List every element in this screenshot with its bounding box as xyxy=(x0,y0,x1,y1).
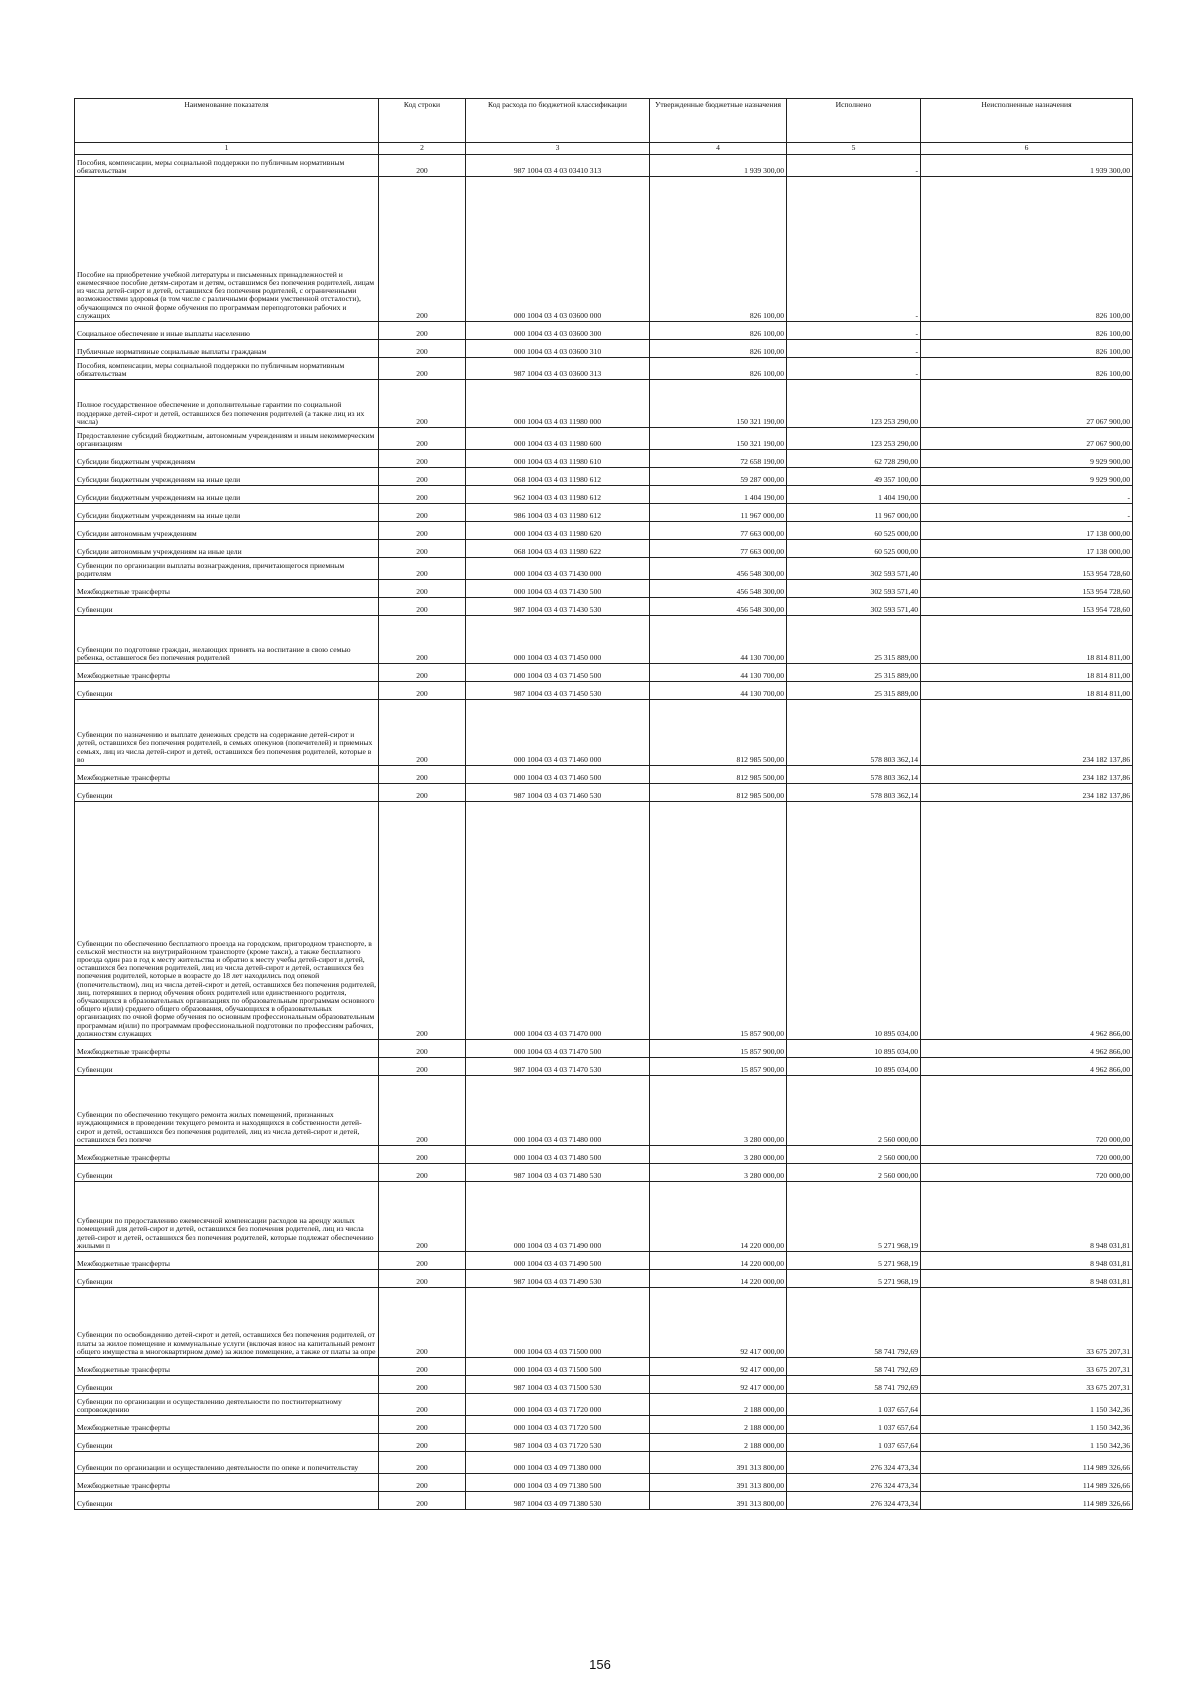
indicator-name-cell: Субвенции по подготовке граждан, желающих принять на воспитание в свою семью ребенка, оставшегося без попечения родителей xyxy=(75,616,379,664)
indicator-name-cell: Субсидии автономным учреждениям на иные цели xyxy=(75,540,379,558)
table-row xyxy=(75,766,1133,784)
indicator-name-cell: Субвенции xyxy=(75,1058,379,1076)
indicator-name-cell: Социальное обеспечение и иные выплаты населению xyxy=(75,322,379,340)
header-row xyxy=(75,99,1133,143)
row-code-cell: 200 xyxy=(379,322,466,340)
header-executed: Исполнено xyxy=(787,99,921,143)
executed-amount-cell: 276 324 473,34 xyxy=(787,1492,921,1510)
unexecuted-amount-cell: - xyxy=(921,504,1133,522)
executed-amount-cell: 1 037 657,64 xyxy=(787,1434,921,1452)
column-number: 1 xyxy=(75,143,379,155)
approved-amount-cell: 2 188 000,00 xyxy=(650,1416,787,1434)
row-code-cell: 200 xyxy=(379,155,466,177)
row-code-cell: 200 xyxy=(379,486,466,504)
classification-code-cell: 000 1004 03 4 03 71500 500 xyxy=(466,1358,650,1376)
approved-amount-cell: 15 857 900,00 xyxy=(650,802,787,1040)
executed-amount-cell: 5 271 968,19 xyxy=(787,1270,921,1288)
executed-amount-cell: 5 271 968,19 xyxy=(787,1182,921,1252)
table-row xyxy=(75,358,1133,380)
classification-code-cell: 987 1004 03 4 03 71480 530 xyxy=(466,1164,650,1182)
unexecuted-amount-cell: 4 962 866,00 xyxy=(921,802,1133,1040)
classification-code-cell: 000 1004 03 4 09 71380 000 xyxy=(466,1452,650,1474)
unexecuted-amount-cell: 1 150 342,36 xyxy=(921,1416,1133,1434)
row-code-cell: 200 xyxy=(379,1416,466,1434)
unexecuted-amount-cell: 33 675 207,31 xyxy=(921,1358,1133,1376)
row-code-cell: 200 xyxy=(379,358,466,380)
indicator-name-cell: Субсидии бюджетным учреждениям на иные цели xyxy=(75,504,379,522)
approved-amount-cell: 3 280 000,00 xyxy=(650,1076,787,1146)
indicator-name-cell: Субвенции по обеспечению текущего ремонта жилых помещений, признанных нуждающимися в проведении текущего ремонта и находящихся в собственности детей-сирот и детей, оставшихся без попечения родителей, лиц из числа детей-сирот и детей, оставшихся без попече xyxy=(75,1076,379,1146)
row-code-cell: 200 xyxy=(379,380,466,428)
row-code-cell: 200 xyxy=(379,340,466,358)
executed-amount-cell: - xyxy=(787,155,921,177)
row-code-cell: 200 xyxy=(379,177,466,322)
approved-amount-cell: 44 130 700,00 xyxy=(650,616,787,664)
executed-amount-cell: 302 593 571,40 xyxy=(787,598,921,616)
header-classification-code: Код расхода по бюджетной классификации xyxy=(466,99,650,143)
classification-code-cell: 987 1004 03 4 03 71460 530 xyxy=(466,784,650,802)
table-row xyxy=(75,784,1133,802)
indicator-name-cell: Субвенции xyxy=(75,1492,379,1510)
row-code-cell: 200 xyxy=(379,700,466,766)
executed-amount-cell: 578 803 362,14 xyxy=(787,766,921,784)
unexecuted-amount-cell: 153 954 728,60 xyxy=(921,558,1133,580)
executed-amount-cell: 276 324 473,34 xyxy=(787,1474,921,1492)
indicator-name-cell: Межбюджетные трансферты xyxy=(75,1416,379,1434)
table-row xyxy=(75,450,1133,468)
approved-amount-cell: 92 417 000,00 xyxy=(650,1358,787,1376)
executed-amount-cell: 25 315 889,00 xyxy=(787,682,921,700)
indicator-name-cell: Субсидии бюджетным учреждениям xyxy=(75,450,379,468)
unexecuted-amount-cell: - xyxy=(921,486,1133,504)
approved-amount-cell: 2 188 000,00 xyxy=(650,1434,787,1452)
unexecuted-amount-cell: 17 138 000,00 xyxy=(921,540,1133,558)
unexecuted-amount-cell: 27 067 900,00 xyxy=(921,428,1133,450)
executed-amount-cell: 2 560 000,00 xyxy=(787,1146,921,1164)
table-row xyxy=(75,1146,1133,1164)
table-row xyxy=(75,468,1133,486)
indicator-name-cell: Субвенции xyxy=(75,1376,379,1394)
executed-amount-cell: 302 593 571,40 xyxy=(787,580,921,598)
classification-code-cell: 000 1004 03 4 03 71460 500 xyxy=(466,766,650,784)
budget-table xyxy=(74,98,1133,1510)
approved-amount-cell: 812 985 500,00 xyxy=(650,700,787,766)
table-row xyxy=(75,802,1133,1040)
row-code-cell: 200 xyxy=(379,1394,466,1416)
row-code-cell: 200 xyxy=(379,616,466,664)
table-row xyxy=(75,558,1133,580)
indicator-name-cell: Предоставление субсидий бюджетным, автономным учреждениям и иным некоммерческим организациям xyxy=(75,428,379,450)
executed-amount-cell: 10 895 034,00 xyxy=(787,1040,921,1058)
approved-amount-cell: 826 100,00 xyxy=(650,177,787,322)
row-code-cell: 200 xyxy=(379,598,466,616)
row-code-cell: 200 xyxy=(379,1146,466,1164)
indicator-name-cell: Межбюджетные трансферты xyxy=(75,1146,379,1164)
classification-code-cell: 000 1004 03 4 03 71430 500 xyxy=(466,580,650,598)
indicator-name-cell: Межбюджетные трансферты xyxy=(75,580,379,598)
unexecuted-amount-cell: 720 000,00 xyxy=(921,1164,1133,1182)
table-row xyxy=(75,682,1133,700)
indicator-name-cell: Субвенции xyxy=(75,1270,379,1288)
indicator-name-cell: Межбюджетные трансферты xyxy=(75,1040,379,1058)
table-row xyxy=(75,1452,1133,1474)
classification-code-cell: 000 1004 03 4 03 11980 600 xyxy=(466,428,650,450)
row-code-cell: 200 xyxy=(379,1434,466,1452)
executed-amount-cell: 62 728 290,00 xyxy=(787,450,921,468)
approved-amount-cell: 1 404 190,00 xyxy=(650,486,787,504)
approved-amount-cell: 44 130 700,00 xyxy=(650,682,787,700)
executed-amount-cell: 10 895 034,00 xyxy=(787,802,921,1040)
indicator-name-cell: Субвенции по предоставлению ежемесячной компенсации расходов на аренду жилых помещений для детей-сирот и детей, оставшихся без попечения родителей, лиц из числа детей-сирот и детей, оставшихся без попечения родителей, которые подлежат обеспечению жилыми п xyxy=(75,1182,379,1252)
classification-code-cell: 000 1004 03 4 03 71480 500 xyxy=(466,1146,650,1164)
table-row xyxy=(75,1492,1133,1510)
row-code-cell: 200 xyxy=(379,1182,466,1252)
row-code-cell: 200 xyxy=(379,1164,466,1182)
indicator-name-cell: Субвенции по освобождению детей-сирот и детей, оставшихся без попечения родителей, от платы за жилое помещение и коммунальные услуги (включая взнос на капитальный ремонт общего имущества в многоквартирном доме) за жилое помещение, а также от платы за опре xyxy=(75,1288,379,1358)
approved-amount-cell: 3 280 000,00 xyxy=(650,1164,787,1182)
executed-amount-cell: 11 967 000,00 xyxy=(787,504,921,522)
row-code-cell: 200 xyxy=(379,450,466,468)
approved-amount-cell: 77 663 000,00 xyxy=(650,540,787,558)
approved-amount-cell: 1 939 300,00 xyxy=(650,155,787,177)
approved-amount-cell: 150 321 190,00 xyxy=(650,428,787,450)
classification-code-cell: 962 1004 03 4 03 11980 612 xyxy=(466,486,650,504)
classification-code-cell: 000 1004 03 4 03 71720 000 xyxy=(466,1394,650,1416)
executed-amount-cell: 10 895 034,00 xyxy=(787,1058,921,1076)
table-row xyxy=(75,598,1133,616)
indicator-name-cell: Пособия, компенсации, меры социальной поддержки по публичным нормативным обязательствам xyxy=(75,155,379,177)
indicator-name-cell: Полное государственное обеспечение и дополнительные гарантии по социальной поддержке детей-сирот и детей, оставшихся без попечения родителей (а также лиц из их числа) xyxy=(75,380,379,428)
row-code-cell: 200 xyxy=(379,1058,466,1076)
approved-amount-cell: 15 857 900,00 xyxy=(650,1040,787,1058)
table-row xyxy=(75,664,1133,682)
classification-code-cell: 000 1004 03 4 03 71490 000 xyxy=(466,1182,650,1252)
unexecuted-amount-cell: 114 989 326,66 xyxy=(921,1452,1133,1474)
table-body xyxy=(75,155,1133,1510)
table-row xyxy=(75,1288,1133,1358)
classification-code-cell: 987 1004 03 4 03 71470 530 xyxy=(466,1058,650,1076)
executed-amount-cell: - xyxy=(787,322,921,340)
approved-amount-cell: 59 287 000,00 xyxy=(650,468,787,486)
column-number: 2 xyxy=(379,143,466,155)
classification-code-cell: 000 1004 03 4 03 71450 000 xyxy=(466,616,650,664)
classification-code-cell: 987 1004 03 4 03 71490 530 xyxy=(466,1270,650,1288)
indicator-name-cell: Субвенции xyxy=(75,598,379,616)
approved-amount-cell: 391 313 800,00 xyxy=(650,1474,787,1492)
table-row xyxy=(75,540,1133,558)
column-number: 6 xyxy=(921,143,1133,155)
classification-code-cell: 000 1004 03 4 03 11980 000 xyxy=(466,380,650,428)
row-code-cell: 200 xyxy=(379,802,466,1040)
classification-code-cell: 000 1004 03 4 03 71430 000 xyxy=(466,558,650,580)
row-code-cell: 200 xyxy=(379,784,466,802)
classification-code-cell: 987 1004 03 4 03 71430 530 xyxy=(466,598,650,616)
table-row xyxy=(75,322,1133,340)
row-code-cell: 200 xyxy=(379,468,466,486)
approved-amount-cell: 826 100,00 xyxy=(650,322,787,340)
classification-code-cell: 987 1004 03 4 03 71720 530 xyxy=(466,1434,650,1452)
unexecuted-amount-cell: 8 948 031,81 xyxy=(921,1182,1133,1252)
unexecuted-amount-cell: 18 814 811,00 xyxy=(921,682,1133,700)
table-row xyxy=(75,1434,1133,1452)
row-code-cell: 200 xyxy=(379,1252,466,1270)
row-code-cell: 200 xyxy=(379,558,466,580)
table-row xyxy=(75,340,1133,358)
indicator-name-cell: Субвенции по организации и осуществлению деятельности по постинтернатному сопровождению xyxy=(75,1394,379,1416)
executed-amount-cell: 123 253 290,00 xyxy=(787,428,921,450)
row-code-cell: 200 xyxy=(379,766,466,784)
classification-code-cell: 987 1004 03 4 09 71380 530 xyxy=(466,1492,650,1510)
indicator-name-cell: Субсидии бюджетным учреждениям на иные цели xyxy=(75,468,379,486)
indicator-name-cell: Субвенции по обеспечению бесплатного проезда на городском, пригородном транспорте, в сельской местности на внутрирайонном транспорте (кроме такси), а также бесплатного проезда один раз в год к месту жительства и обратно к месту учебы детей-сирот и детей, оставшихся без попечения родителей, лиц из числа детей-сирот и детей, оставшихся без попечения родителей, которые в возрасте до 18 лет находились под опекой (попечительством), лиц из числа детей-сирот и детей, оставшихся без попечения родителей, лиц, потерявших в период обучения обоих родителей или единственного родителя, обучающихся в образовательных организациях по образовательным программам основного общего и(или) среднего общего образования, обучающихся в образовательных организациях по очной форме обучения по основным профессиональным образовательным программам и(или) по программам профессиональной подготовки по профессиям рабочих, должностям служащих xyxy=(75,802,379,1040)
table-row xyxy=(75,1474,1133,1492)
row-code-cell: 200 xyxy=(379,580,466,598)
executed-amount-cell: 578 803 362,14 xyxy=(787,784,921,802)
table-row xyxy=(75,580,1133,598)
classification-code-cell: 987 1004 03 4 03 71500 530 xyxy=(466,1376,650,1394)
approved-amount-cell: 44 130 700,00 xyxy=(650,664,787,682)
executed-amount-cell: 1 037 657,64 xyxy=(787,1394,921,1416)
executed-amount-cell: 60 525 000,00 xyxy=(787,522,921,540)
table-row xyxy=(75,486,1133,504)
indicator-name-cell: Межбюджетные трансферты xyxy=(75,664,379,682)
classification-code-cell: 000 1004 03 4 03 71470 500 xyxy=(466,1040,650,1058)
executed-amount-cell: 5 271 968,19 xyxy=(787,1252,921,1270)
table-row xyxy=(75,1182,1133,1252)
unexecuted-amount-cell: 17 138 000,00 xyxy=(921,522,1133,540)
row-code-cell: 200 xyxy=(379,1474,466,1492)
indicator-name-cell: Субсидии бюджетным учреждениям на иные цели xyxy=(75,486,379,504)
executed-amount-cell: 25 315 889,00 xyxy=(787,616,921,664)
table-row xyxy=(75,504,1133,522)
unexecuted-amount-cell: 114 989 326,66 xyxy=(921,1474,1133,1492)
unexecuted-amount-cell: 234 182 137,86 xyxy=(921,766,1133,784)
indicator-name-cell: Пособие на приобретение учебной литературы и письменных принадлежностей и ежемесячное пособие детям-сиротам и детям, оставшимся без попечения родителей, лицам из числа детей-сирот и детей, оставшихся без попечения родителей, с ограниченными возможностями здоровья (в том числе с различными формами умственной отсталости), обучающимся по очной форме обучения по программам переподготовки рабочих и служащих xyxy=(75,177,379,322)
indicator-name-cell: Субвенции xyxy=(75,1164,379,1182)
classification-code-cell: 986 1004 03 4 03 11980 612 xyxy=(466,504,650,522)
row-code-cell: 200 xyxy=(379,504,466,522)
executed-amount-cell: 2 560 000,00 xyxy=(787,1076,921,1146)
table-row xyxy=(75,1358,1133,1376)
classification-code-cell: 000 1004 03 4 03 71450 500 xyxy=(466,664,650,682)
header-row-code: Код строки xyxy=(379,99,466,143)
row-code-cell: 200 xyxy=(379,682,466,700)
budget-execution-sheet xyxy=(74,98,1132,1510)
indicator-name-cell: Субвенции xyxy=(75,1434,379,1452)
executed-amount-cell: 2 560 000,00 xyxy=(787,1164,921,1182)
unexecuted-amount-cell: 826 100,00 xyxy=(921,322,1133,340)
unexecuted-amount-cell: 114 989 326,66 xyxy=(921,1492,1133,1510)
row-code-cell: 200 xyxy=(379,1270,466,1288)
page-number: 156 xyxy=(589,1657,611,1672)
table-row xyxy=(75,1040,1133,1058)
table-row xyxy=(75,1394,1133,1416)
unexecuted-amount-cell: 8 948 031,81 xyxy=(921,1252,1133,1270)
indicator-name-cell: Публичные нормативные социальные выплаты гражданам xyxy=(75,340,379,358)
row-code-cell: 200 xyxy=(379,1076,466,1146)
table-row xyxy=(75,428,1133,450)
classification-code-cell: 000 1004 03 4 03 03600 000 xyxy=(466,177,650,322)
table-row xyxy=(75,1058,1133,1076)
approved-amount-cell: 2 188 000,00 xyxy=(650,1394,787,1416)
header-unexecuted: Неисполненные назначения xyxy=(921,99,1133,143)
approved-amount-cell: 826 100,00 xyxy=(650,340,787,358)
unexecuted-amount-cell: 8 948 031,81 xyxy=(921,1270,1133,1288)
indicator-name-cell: Пособия, компенсации, меры социальной поддержки по публичным нормативным обязательствам xyxy=(75,358,379,380)
column-number-row xyxy=(75,143,1133,155)
executed-amount-cell: 1 404 190,00 xyxy=(787,486,921,504)
approved-amount-cell: 812 985 500,00 xyxy=(650,784,787,802)
row-code-cell: 200 xyxy=(379,540,466,558)
indicator-name-cell: Межбюджетные трансферты xyxy=(75,1358,379,1376)
column-number: 5 xyxy=(787,143,921,155)
indicator-name-cell: Межбюджетные трансферты xyxy=(75,1474,379,1492)
table-row xyxy=(75,522,1133,540)
executed-amount-cell: 123 253 290,00 xyxy=(787,380,921,428)
unexecuted-amount-cell: 33 675 207,31 xyxy=(921,1288,1133,1358)
classification-code-cell: 000 1004 03 4 03 71470 000 xyxy=(466,802,650,1040)
approved-amount-cell: 15 857 900,00 xyxy=(650,1058,787,1076)
table-row xyxy=(75,177,1133,322)
row-code-cell: 200 xyxy=(379,522,466,540)
table-row xyxy=(75,1376,1133,1394)
row-code-cell: 200 xyxy=(379,428,466,450)
approved-amount-cell: 812 985 500,00 xyxy=(650,766,787,784)
unexecuted-amount-cell: 18 814 811,00 xyxy=(921,616,1133,664)
unexecuted-amount-cell: 1 150 342,36 xyxy=(921,1394,1133,1416)
table-row xyxy=(75,1252,1133,1270)
table-row xyxy=(75,1270,1133,1288)
executed-amount-cell: 25 315 889,00 xyxy=(787,664,921,682)
row-code-cell: 200 xyxy=(379,664,466,682)
row-code-cell: 200 xyxy=(379,1358,466,1376)
indicator-name-cell: Межбюджетные трансферты xyxy=(75,766,379,784)
executed-amount-cell: 58 741 792,69 xyxy=(787,1358,921,1376)
approved-amount-cell: 92 417 000,00 xyxy=(650,1288,787,1358)
indicator-name-cell: Субвенции xyxy=(75,682,379,700)
header-approved: Утвержденные бюджетные назначения xyxy=(650,99,787,143)
executed-amount-cell: 49 357 100,00 xyxy=(787,468,921,486)
column-number: 4 xyxy=(650,143,787,155)
unexecuted-amount-cell: 234 182 137,86 xyxy=(921,784,1133,802)
unexecuted-amount-cell: 27 067 900,00 xyxy=(921,380,1133,428)
row-code-cell: 200 xyxy=(379,1452,466,1474)
executed-amount-cell: 60 525 000,00 xyxy=(787,540,921,558)
classification-code-cell: 000 1004 03 4 03 71490 500 xyxy=(466,1252,650,1270)
approved-amount-cell: 14 220 000,00 xyxy=(650,1252,787,1270)
classification-code-cell: 987 1004 03 4 03 03410 313 xyxy=(466,155,650,177)
approved-amount-cell: 456 548 300,00 xyxy=(650,598,787,616)
approved-amount-cell: 14 220 000,00 xyxy=(650,1270,787,1288)
table-row xyxy=(75,1164,1133,1182)
classification-code-cell: 000 1004 03 4 03 03600 300 xyxy=(466,322,650,340)
approved-amount-cell: 72 658 190,00 xyxy=(650,450,787,468)
unexecuted-amount-cell: 720 000,00 xyxy=(921,1076,1133,1146)
approved-amount-cell: 456 548 300,00 xyxy=(650,580,787,598)
table-row xyxy=(75,616,1133,664)
unexecuted-amount-cell: 9 929 900,00 xyxy=(921,450,1133,468)
table-row xyxy=(75,155,1133,177)
approved-amount-cell: 826 100,00 xyxy=(650,358,787,380)
executed-amount-cell: - xyxy=(787,340,921,358)
unexecuted-amount-cell: 153 954 728,60 xyxy=(921,598,1133,616)
classification-code-cell: 068 1004 03 4 03 11980 612 xyxy=(466,468,650,486)
executed-amount-cell: 58 741 792,69 xyxy=(787,1288,921,1358)
unexecuted-amount-cell: 826 100,00 xyxy=(921,340,1133,358)
row-code-cell: 200 xyxy=(379,1376,466,1394)
executed-amount-cell: - xyxy=(787,177,921,322)
approved-amount-cell: 77 663 000,00 xyxy=(650,522,787,540)
unexecuted-amount-cell: 4 962 866,00 xyxy=(921,1058,1133,1076)
classification-code-cell: 000 1004 03 4 03 71500 000 xyxy=(466,1288,650,1358)
row-code-cell: 200 xyxy=(379,1040,466,1058)
approved-amount-cell: 456 548 300,00 xyxy=(650,558,787,580)
classification-code-cell: 987 1004 03 4 03 03600 313 xyxy=(466,358,650,380)
row-code-cell: 200 xyxy=(379,1492,466,1510)
table-row xyxy=(75,1416,1133,1434)
column-number: 3 xyxy=(466,143,650,155)
executed-amount-cell: 58 741 792,69 xyxy=(787,1376,921,1394)
unexecuted-amount-cell: 4 962 866,00 xyxy=(921,1040,1133,1058)
unexecuted-amount-cell: 18 814 811,00 xyxy=(921,664,1133,682)
unexecuted-amount-cell: 826 100,00 xyxy=(921,177,1133,322)
header-name: Наименование показателя xyxy=(75,99,379,143)
approved-amount-cell: 391 313 800,00 xyxy=(650,1492,787,1510)
classification-code-cell: 000 1004 03 4 03 11980 620 xyxy=(466,522,650,540)
indicator-name-cell: Субвенции xyxy=(75,784,379,802)
indicator-name-cell: Субвенции по организации выплаты вознаграждения, причитающегося приемным родителям xyxy=(75,558,379,580)
executed-amount-cell: 276 324 473,34 xyxy=(787,1452,921,1474)
table-row xyxy=(75,380,1133,428)
approved-amount-cell: 391 313 800,00 xyxy=(650,1452,787,1474)
unexecuted-amount-cell: 33 675 207,31 xyxy=(921,1376,1133,1394)
table-row xyxy=(75,700,1133,766)
classification-code-cell: 000 1004 03 4 03 11980 610 xyxy=(466,450,650,468)
table-row xyxy=(75,1076,1133,1146)
classification-code-cell: 000 1004 03 4 09 71380 500 xyxy=(466,1474,650,1492)
classification-code-cell: 000 1004 03 4 03 03600 310 xyxy=(466,340,650,358)
classification-code-cell: 000 1004 03 4 03 71720 500 xyxy=(466,1416,650,1434)
approved-amount-cell: 14 220 000,00 xyxy=(650,1182,787,1252)
classification-code-cell: 000 1004 03 4 03 71480 000 xyxy=(466,1076,650,1146)
executed-amount-cell: 1 037 657,64 xyxy=(787,1416,921,1434)
approved-amount-cell: 11 967 000,00 xyxy=(650,504,787,522)
classification-code-cell: 987 1004 03 4 03 71450 530 xyxy=(466,682,650,700)
classification-code-cell: 000 1004 03 4 03 71460 000 xyxy=(466,700,650,766)
indicator-name-cell: Субвенции по организации и осуществлению деятельности по опеке и попечительству xyxy=(75,1452,379,1474)
row-code-cell: 200 xyxy=(379,1288,466,1358)
classification-code-cell: 068 1004 03 4 03 11980 622 xyxy=(466,540,650,558)
unexecuted-amount-cell: 1 939 300,00 xyxy=(921,155,1133,177)
unexecuted-amount-cell: 1 150 342,36 xyxy=(921,1434,1133,1452)
approved-amount-cell: 92 417 000,00 xyxy=(650,1376,787,1394)
executed-amount-cell: - xyxy=(787,358,921,380)
unexecuted-amount-cell: 9 929 900,00 xyxy=(921,468,1133,486)
unexecuted-amount-cell: 153 954 728,60 xyxy=(921,580,1133,598)
approved-amount-cell: 3 280 000,00 xyxy=(650,1146,787,1164)
executed-amount-cell: 578 803 362,14 xyxy=(787,700,921,766)
unexecuted-amount-cell: 234 182 137,86 xyxy=(921,700,1133,766)
indicator-name-cell: Субсидии автономным учреждениям xyxy=(75,522,379,540)
unexecuted-amount-cell: 826 100,00 xyxy=(921,358,1133,380)
indicator-name-cell: Межбюджетные трансферты xyxy=(75,1252,379,1270)
approved-amount-cell: 150 321 190,00 xyxy=(650,380,787,428)
executed-amount-cell: 302 593 571,40 xyxy=(787,558,921,580)
unexecuted-amount-cell: 720 000,00 xyxy=(921,1146,1133,1164)
indicator-name-cell: Субвенции по назначению и выплате денежных средств на содержание детей-сирот и детей, оставшихся без попечения родителей, в семьях опекунов (попечителей) и приемных семьях, лиц из числа детей-сирот и детей, оставшихся без попечения родителей, которые в во xyxy=(75,700,379,766)
